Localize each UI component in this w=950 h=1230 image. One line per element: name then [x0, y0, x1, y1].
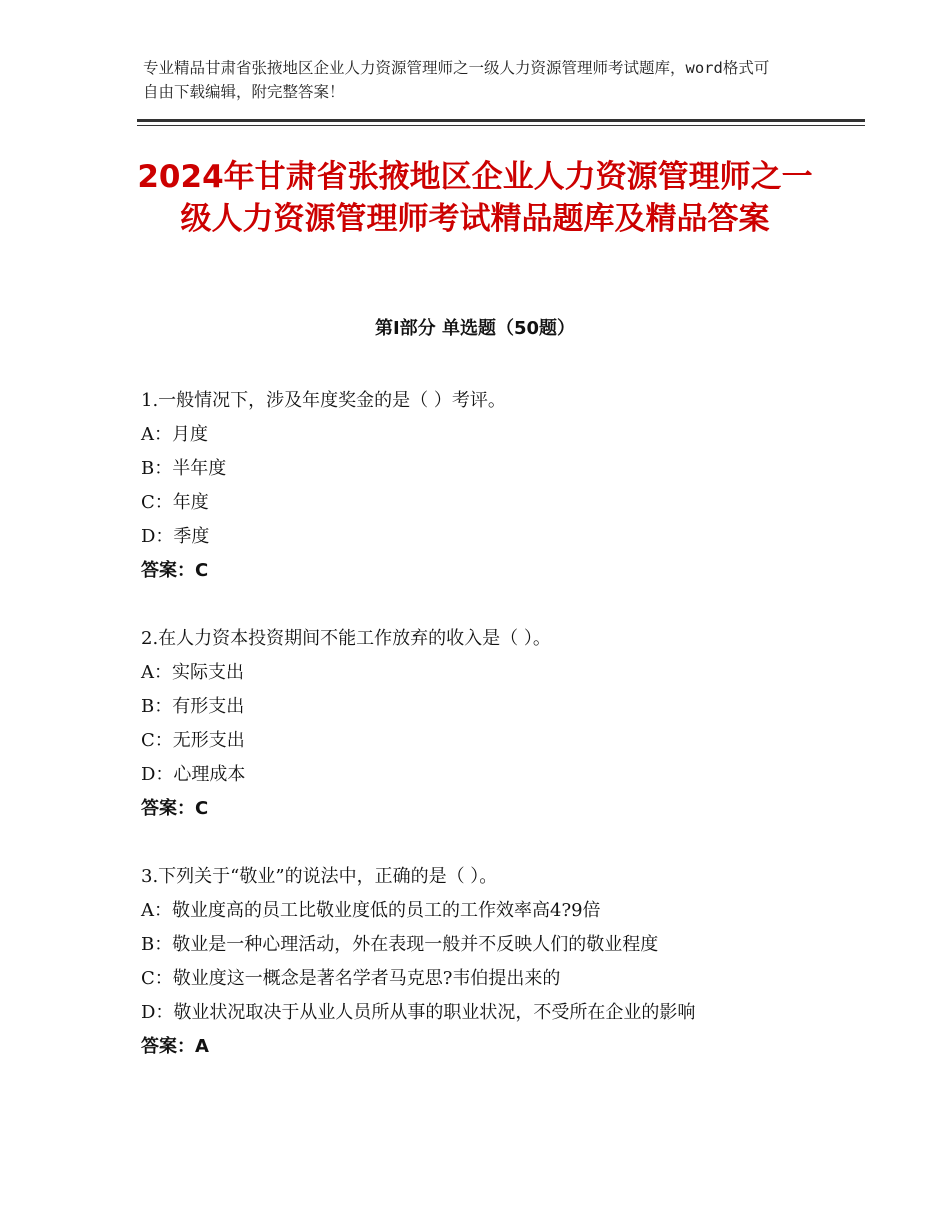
header-rule-thin: [137, 125, 865, 126]
section-title: 第Ⅰ部分 单选题（50题）: [374, 318, 575, 339]
option-b: B：有形支出: [141, 696, 245, 717]
document-title: 2024年甘肃省张掖地区企业人力资源管理师之一级人力资源管理师考试精品题库及精品答案: [137, 159, 813, 237]
question-1: [141, 384, 841, 588]
header-note: 专业精品甘肃省张掖地区企业人力资源管理师之一级人力资源管理师考试题库，word格式可自由下载编辑，附完整答案！: [143, 59, 770, 101]
answer: 答案：A: [141, 1036, 209, 1057]
question-text: 1.一般情况下，涉及年度奖金的是（ ）考评。: [141, 390, 506, 411]
header-rule-thick: [137, 119, 865, 122]
option-b: B：半年度: [141, 458, 227, 479]
option-a: A：实际支出: [141, 662, 244, 683]
option-b: B：敬业是一种心理活动，外在表现一般并不反映人们的敬业程度: [141, 934, 659, 955]
option-c: C：年度: [141, 492, 209, 513]
answer: 答案：C: [141, 798, 209, 819]
answer: 答案：C: [141, 560, 209, 581]
question-text: 2.在人力资本投资期间不能工作放弃的收入是（ ）。: [141, 628, 551, 649]
option-d: D：季度: [141, 526, 210, 547]
question-list: [141, 384, 841, 1098]
question-text: 3.下列关于“敬业”的说法中，正确的是（ ）。: [141, 866, 498, 887]
option-a: A：月度: [141, 424, 208, 445]
option-d: D：敬业状况取决于从业人员所从事的职业状况，不受所在企业的影响: [141, 1002, 696, 1023]
question-2: [141, 622, 841, 826]
question-3: [141, 860, 841, 1064]
option-d: D：心理成本: [141, 764, 246, 785]
option-c: C：无形支出: [141, 730, 245, 751]
option-c: C：敬业度这一概念是著名学者马克思?韦伯提出来的: [141, 968, 561, 989]
option-a: A：敬业度高的员工比敬业度低的员工的工作效率高4?9倍: [141, 900, 601, 921]
